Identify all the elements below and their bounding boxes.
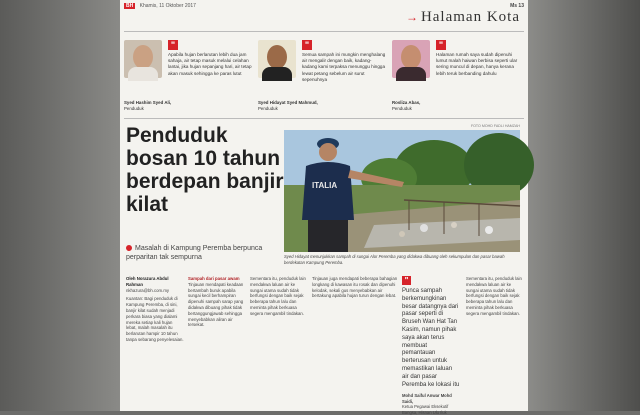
quote-role: Penduduk <box>258 105 278 111</box>
article-column-2 <box>188 276 246 328</box>
body-text: Kuantan: Bagi penduduk di Kampung Peremba, di sini, banjir kilat sudah menjadi perkara biasa yang dialami mereka setiap kali hujan lebat, malah masalah itu berlarutan hampir 10 tahun tanpa sebarang penyelesaian. <box>126 296 184 342</box>
quote-mark-icon: " <box>302 40 312 50</box>
quote-attribution <box>258 100 386 111</box>
quote-block <box>392 40 520 116</box>
quote-attribution <box>124 100 252 111</box>
quote-mark-icon: " <box>168 40 178 50</box>
portrait-photo <box>392 40 430 78</box>
header-divider <box>124 31 524 32</box>
article-column-3 <box>250 276 308 317</box>
quote-name: Syed Hashim Syed Ali, <box>124 100 172 105</box>
standfirst-text: Masalah di Kampung Peremba berpunca perparitan tak sempurna <box>126 245 263 261</box>
bullet-icon <box>126 245 132 251</box>
byline <box>126 276 184 288</box>
pull-quote-attribution <box>402 393 460 415</box>
quote-block <box>124 40 252 116</box>
article-standfirst <box>126 244 286 262</box>
byline-name: Oleh Norazura Abdul Rahman <box>126 276 169 287</box>
portrait-photo <box>124 40 162 78</box>
quote-name: Syed Hidayat Syed Mahmud, <box>258 100 318 105</box>
svg-text:ITALIA: ITALIA <box>312 181 338 190</box>
portrait-photo <box>258 40 296 78</box>
body-text: Sementara itu, penduduk lain mendakwa laluan air ke sungai utama sudah tidak berfungsi dengan baik sejak beberapa tahun lalu dan meminta pihak berkuasa segera mengambil tindakan. <box>250 276 306 316</box>
body-text: Tinjauan mendapati keadaan bertambah buruk apabila sungai kecil berhampiran dipenuhi sampah sarap yang didakwa dibuang pihak tidak bertanggungjawab sehingga menyebabkan aliran air tersekat. <box>188 281 244 328</box>
photo-caption: Syed Hidayat menunjukkan sampah di sungai Alor Peremba yang didakwa dibuang oleh sekumpulan dan pasar bawah berdekatan Kampung Peremba. <box>284 254 505 265</box>
newspaper-page <box>120 0 528 415</box>
quote-role: Penduduk <box>124 105 144 111</box>
section-arrow-icon: → <box>405 10 419 24</box>
photo-credit: FOTO MOHD FADLI HAMZAH <box>470 124 520 128</box>
quote-attribution <box>392 100 520 111</box>
quote-name: Rosliza Abas, <box>392 100 421 105</box>
background-left <box>0 0 120 411</box>
body-text: Sementara itu, penduduk lain mendakwa laluan air ke sungai utama sudah tidak berfungsi dengan baik sejak beberapa tahun lalu dan meminta pihak berkuasa segera mengambil tindakan. <box>466 276 522 316</box>
page-number: Ms 13 <box>510 3 524 9</box>
article-column-1 <box>126 276 184 343</box>
quote-block <box>258 40 386 116</box>
section-title <box>406 9 520 26</box>
quote-role: Penduduk <box>392 105 412 111</box>
newspaper-logo: BH <box>126 3 134 9</box>
body-text: Tinjauan juga mendapati beberapa bahagian longkang di kawasan itu rosak dan dipenuhi kelodak, sekali gus menyebabkan air bertakung apabila hujan turun dengan lebat. <box>312 276 398 299</box>
article-column-4 <box>312 276 398 299</box>
pull-quote-text: Punca sampah berkemungkinan besar datangnya dari pasar seperti di Bruseh Wan Hat Tan Kasim, namun pihak saya akan terus membuat pemantauan berterusan untuk memastikan laluan air dan pasar Peremba ke lokasi itu <box>402 288 460 388</box>
quote-text: Apabila hujan berlarutan lebih dua jam sahaja, air tetap masuk melalui celahan lantai, jika hujan sepanjang hari, air tetap akan masuk sehingga ke paras lutut <box>168 52 252 76</box>
quote-mark-icon: " <box>436 40 446 50</box>
quotes-divider <box>124 118 524 119</box>
section-title-text: Halaman Kota <box>420 9 520 25</box>
pull-quote-name: Mohd Saiful Anwar Mohd Saidi, <box>402 393 452 404</box>
article-headline: Penduduk bosan 10 tahun berdepan banjir kilat <box>126 124 284 216</box>
pull-quote <box>402 276 460 415</box>
byline-email: nkhazura@bh.com.my <box>126 287 170 293</box>
issue-date: Khamis, 11 Oktober 2017 <box>139 3 196 9</box>
quote-text: Halaman rumah saya sudah dipenuhi lumut malah haiwan berbisa seperti ular sering muncul di depan, hanya kerana lebih teruk berbanding dahulu <box>436 52 518 76</box>
background-right <box>528 0 640 411</box>
quote-mark-icon: " <box>402 276 411 285</box>
pull-quote-role: Ketua Pegawai Eksekutif Bangsa, Hisnan Ulu Iluk <box>402 404 449 415</box>
article-column-6 <box>466 276 524 317</box>
article-photo <box>284 130 520 252</box>
river-scene-illustration <box>284 130 520 252</box>
quote-text: Semua sampah ini mungkin menghalang air mengalir dengan baik, kadang-kadang kami terpaksa menunggu hingga lewat petang sebelum air surut sepenuhnya <box>302 52 386 82</box>
subheading: Sampah dari pasar awam <box>188 276 240 281</box>
